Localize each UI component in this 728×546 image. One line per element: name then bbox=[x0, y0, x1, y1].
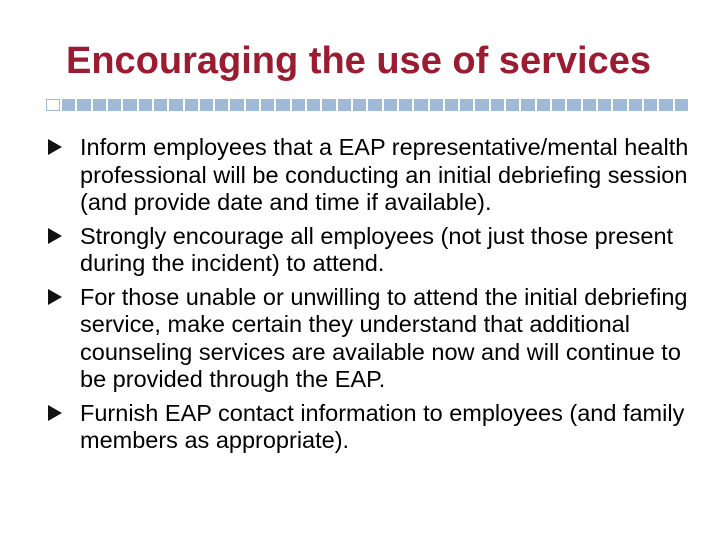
divider-segment bbox=[307, 99, 320, 111]
divider-segment bbox=[215, 99, 228, 111]
divider-segment bbox=[675, 99, 688, 111]
divider-segment bbox=[445, 99, 458, 111]
triangle-bullet-icon bbox=[48, 289, 62, 305]
divider-segment bbox=[154, 99, 167, 111]
divider-segment bbox=[322, 99, 335, 111]
divider-segment bbox=[414, 99, 427, 111]
bullet-item bbox=[46, 400, 696, 455]
divider-segment bbox=[537, 99, 550, 111]
bullet-item bbox=[46, 134, 696, 217]
divider-segment bbox=[384, 99, 397, 111]
triangle-bullet-icon bbox=[48, 228, 62, 244]
divider-segment bbox=[430, 99, 443, 111]
bullet-text: Inform employees that a EAP representative/mental health professional will be conducting an initial debriefing session (and provide date and time if available). bbox=[80, 134, 689, 215]
divider-segment bbox=[230, 99, 243, 111]
divider-segment bbox=[613, 99, 626, 111]
divider-segment bbox=[598, 99, 611, 111]
divider-segment bbox=[62, 99, 75, 111]
bullet-text: For those unable or unwilling to attend the initial debriefing service, make certain they understand that additional counseling services are available now and will continue to be provided through the EAP. bbox=[80, 283, 688, 392]
divider-segment bbox=[644, 99, 657, 111]
divider-segment bbox=[93, 99, 106, 111]
divider-segment bbox=[200, 99, 213, 111]
divider-segment bbox=[276, 99, 289, 111]
bullet-text: Strongly encourage all employees (not just those present during the incident) to attend. bbox=[80, 222, 674, 276]
divider-segment bbox=[629, 99, 642, 111]
divider-segment bbox=[338, 99, 351, 111]
divider-segment bbox=[261, 99, 274, 111]
divider-segment bbox=[567, 99, 580, 111]
bullet-list bbox=[46, 134, 696, 461]
divider-segment bbox=[169, 99, 182, 111]
divider-segment bbox=[583, 99, 596, 111]
title-divider bbox=[46, 99, 688, 111]
triangle-bullet-icon bbox=[48, 139, 62, 155]
divider-segment bbox=[506, 99, 519, 111]
divider-segment bbox=[139, 99, 152, 111]
divider-segment bbox=[475, 99, 488, 111]
triangle-bullet-icon bbox=[48, 405, 62, 421]
divider-segment bbox=[353, 99, 366, 111]
divider-segment bbox=[246, 99, 259, 111]
divider-segment bbox=[491, 99, 504, 111]
divider-segment bbox=[292, 99, 305, 111]
divider-segment bbox=[399, 99, 412, 111]
bullet-item bbox=[46, 284, 696, 394]
bullet-text: Furnish EAP contact information to employees (and family members as appropriate). bbox=[80, 399, 685, 453]
divider-segment bbox=[46, 99, 60, 111]
divider-segment bbox=[368, 99, 381, 111]
divider-segment bbox=[460, 99, 473, 111]
bullet-item bbox=[46, 223, 696, 278]
divider-segment bbox=[123, 99, 136, 111]
divider-segment bbox=[659, 99, 672, 111]
divider-segment bbox=[521, 99, 534, 111]
slide-title: Encouraging the use of services bbox=[66, 40, 651, 82]
divider-segment bbox=[108, 99, 121, 111]
divider-segment bbox=[77, 99, 90, 111]
divider-segment bbox=[185, 99, 198, 111]
divider-segment bbox=[552, 99, 565, 111]
